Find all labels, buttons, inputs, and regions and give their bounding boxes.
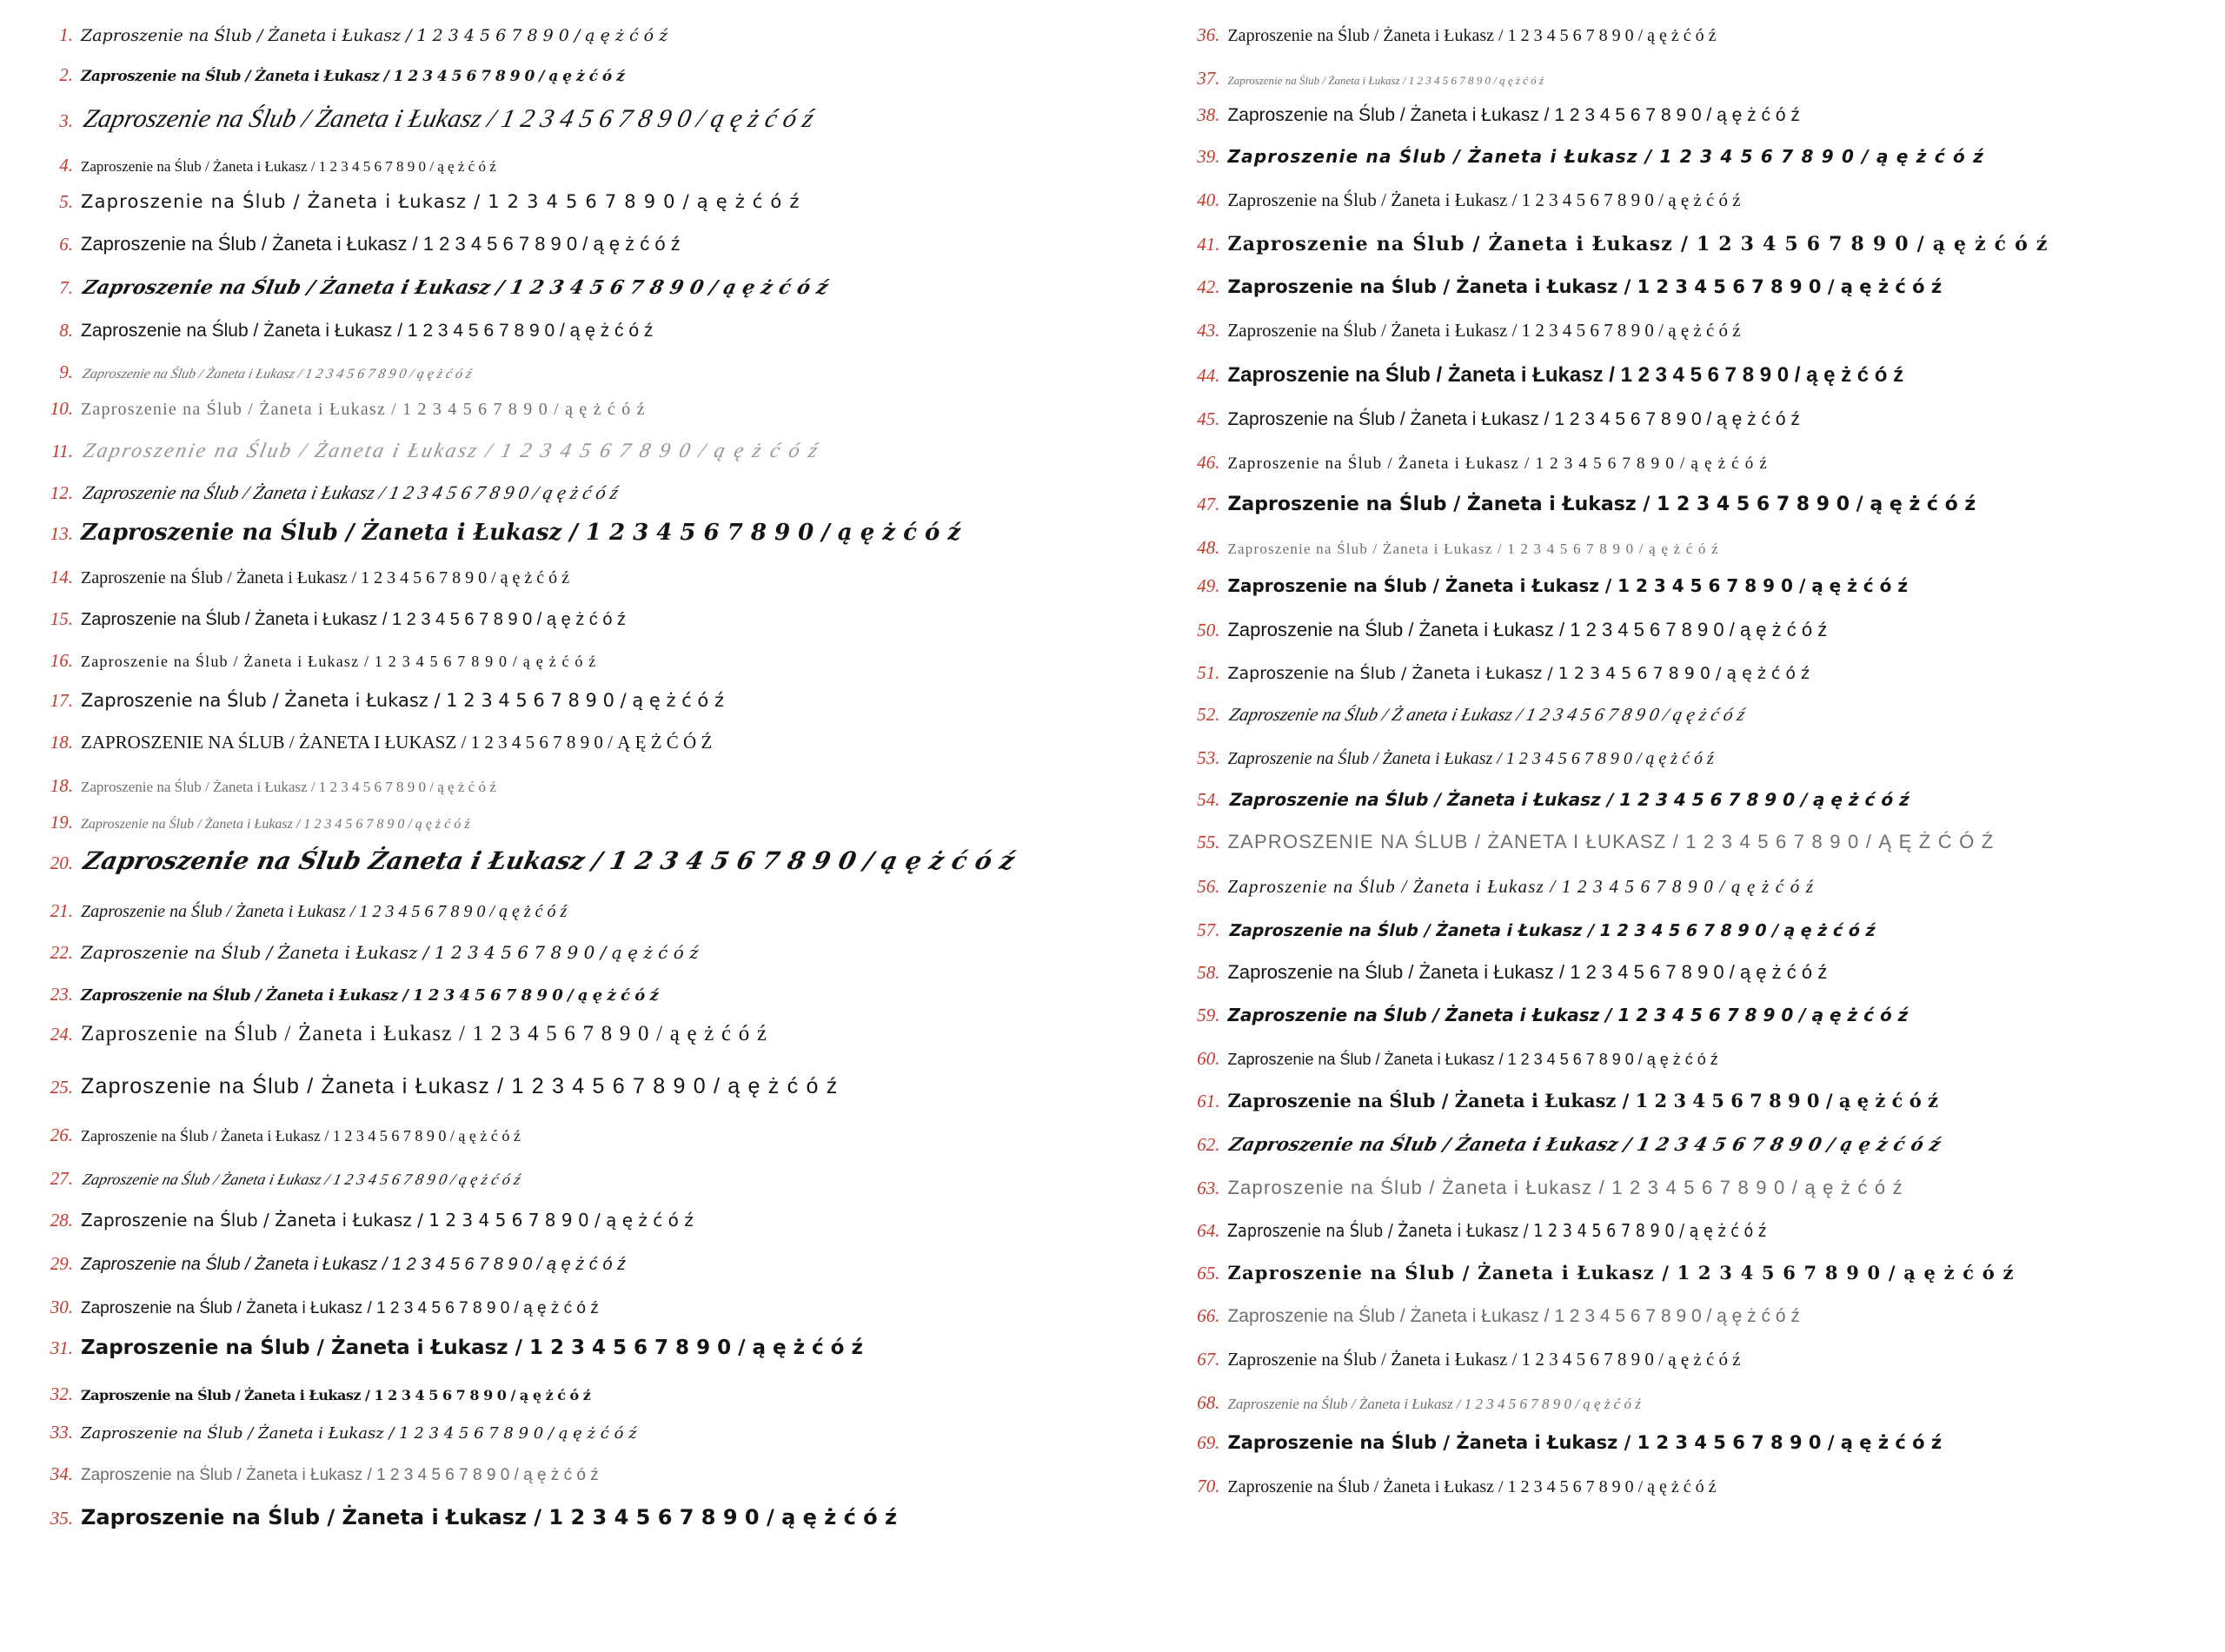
specimen-row <box>38 1253 1164 1297</box>
specimen-number: 42. <box>1197 276 1220 297</box>
specimen-row <box>38 24 1164 64</box>
specimen-row <box>38 690 1164 732</box>
specimen-text: Zaproszenie na Ślub / Żaneta i Łukasz / 1 2 3 4 5 6 7 8 9 0 / ą ę ż ć ó ź <box>81 568 570 587</box>
specimen-text: Zaproszenie na Ślub / Żaneta i Łukasz / 1 2 3 4 5 6 7 8 9 0 / ą ę ż ć ó ź <box>81 779 496 795</box>
specimen-text: Zaproszenie na Ślub / Żaneta i Łukasz / 1 2 3 4 5 6 7 8 9 0 / ą ę ż ć ó ź <box>81 191 800 212</box>
specimen-row <box>38 1463 1164 1505</box>
specimen-text: Zaproszenie na Ślub / Żaneta i Łukasz / 1 2 3 4 5 6 7 8 9 0 / ą ę ż ć ó ź <box>81 367 474 381</box>
specimen-number: 58. <box>1197 962 1220 983</box>
specimen-text: Zaproszenie na Ślub / Żaneta i Łukasz / 1 2 3 4 5 6 7 8 9 0 / ą ę ż ć ó ź <box>81 233 681 255</box>
specimen-text: Zaproszenie na Ślub / Żaneta i Łukasz / 1 2 3 4 5 6 7 8 9 0 / ą ę ż ć ó ź <box>81 1171 522 1188</box>
specimen-text: Zaproszenie na Ślub / Żaneta i Łukasz / 1 2 3 4 5 6 7 8 9 0 / ą ę ż ć ó ź <box>81 610 627 629</box>
specimen-text: Zaproszenie na Ślub / Żaneta i Łukasz / 1 2 3 4 5 6 7 8 9 0 / ą ę ż ć ó ź <box>1227 189 1741 210</box>
specimen-text: Zaproszenie na Ślub / Żaneta i Łukasz / 1 2 3 4 5 6 7 8 9 0 / ą ę ż ć ó ź <box>1227 541 1719 557</box>
specimen-number: 1. <box>59 24 73 45</box>
specimen-number: 41. <box>1197 234 1220 255</box>
specimen-row <box>38 155 1164 191</box>
specimen-text: Zaproszenie na Ślub / Żaneta i Łukasz / 1 2 3 4 5 6 7 8 9 0 / ą ę ż ć ó ź <box>1227 619 1828 640</box>
specimen-text: Zaproszenie na Ślub / Żaneta i Łukasz / 1 2 3 4 5 6 7 8 9 0 / ą ę ż ć ó ź <box>1227 664 1810 683</box>
specimen-row <box>1185 1048 2199 1090</box>
specimen-row <box>38 775 1164 812</box>
specimen-text: Zaproszenie na Ślub / Żaneta i Łukasz / 1 2 3 4 5 6 7 8 9 0 / ą ę ż ć ó ź <box>1227 921 1878 940</box>
specimen-text: Zaproszenie na Ślub / Żaneta i Łukasz / 1 2 3 4 5 6 7 8 9 0 / ą ę ż ć ó ź <box>81 276 830 299</box>
specimen-number: 54. <box>1197 789 1220 810</box>
specimen-text: Zaproszenie na Ślub / Żaneta i Łukasz / 1 2 3 4 5 6 7 8 9 0 / ą ę ż ć ó ź <box>1227 1005 1909 1025</box>
specimen-number: 34. <box>50 1463 73 1484</box>
specimen-row <box>1185 789 2199 831</box>
specimen-row <box>1185 1432 2199 1476</box>
specimen-row <box>1185 662 2199 704</box>
specimen-number: 65. <box>1197 1263 1220 1284</box>
specimen-text: Zaproszenie na Ślub / Żaneta i Łukasz / 1 2 3 4 5 6 7 8 9 0 / ą ę ż ć ó ź <box>81 1022 768 1045</box>
specimen-number: 27. <box>50 1168 73 1189</box>
specimen-column-right <box>1164 24 2199 1519</box>
specimen-text: Zaproszenie na Ślub / Żaneta i Łukasz / 1 2 3 4 5 6 7 8 9 0 / ą ę ż ć ó ź <box>81 1074 839 1098</box>
specimen-row <box>38 1125 1164 1168</box>
specimen-text: Zaproszenie na Ślub / Żaneta i Łukasz / 1 2 3 4 5 6 7 8 9 0 / ą ę ż ć ó ź <box>1227 1177 1903 1198</box>
specimen-number: 28. <box>50 1210 73 1231</box>
specimen-number: 60. <box>1197 1048 1220 1069</box>
specimen-row <box>38 233 1164 276</box>
specimen-number: 36. <box>1197 24 1220 45</box>
specimen-number: 62. <box>1197 1134 1220 1155</box>
specimen-number: 18. <box>50 775 73 796</box>
specimen-text: Zaproszenie na Ślub / Ż aneta i Łukasz / 1 2 3 4 5 6 7 8 9 0 / ą ę ż ć ó ź <box>1227 704 1748 725</box>
specimen-number: 68. <box>1197 1392 1220 1413</box>
specimen-text: Zaproszenie na Ślub / Żaneta i Łukasz / 1 2 3 4 5 6 7 8 9 0 / ą ę ż ć ó ź <box>81 1127 521 1144</box>
specimen-text: Zaproszenie na Ślub / Żaneta i Łukasz / 1 2 3 4 5 6 7 8 9 0 / ą ę ż ć ó ź <box>81 653 597 670</box>
specimen-row <box>38 398 1164 440</box>
specimen-number: 64. <box>1197 1220 1220 1241</box>
specimen-number: 66. <box>1197 1305 1220 1326</box>
specimen-row <box>1185 494 2199 537</box>
specimen-text: Zaproszenie na Ślub / Żaneta i Łukasz / 1 2 3 4 5 6 7 8 9 0 / ą ę ż ć ó ź <box>1227 876 1815 897</box>
specimen-number: 29. <box>50 1253 73 1274</box>
specimen-row <box>38 1168 1164 1210</box>
specimen-row <box>1185 189 2199 233</box>
specimen-text: Zaproszenie na Ślub / Żaneta i Łukasz / 1 2 3 4 5 6 7 8 9 0 / ą ę ż ć ó ź <box>81 26 668 45</box>
specimen-row <box>1185 1476 2199 1519</box>
specimen-text: Zaproszenie na Ślub / Żaneta i Łukasz / 1 2 3 4 5 6 7 8 9 0 / ą ę ż ć ó ź <box>81 158 496 175</box>
specimen-row <box>1185 1220 2199 1262</box>
specimen-number: 30. <box>50 1297 73 1317</box>
specimen-row <box>1185 233 2199 276</box>
specimen-text: Zaproszenie na Ślub / Żaneta i Łukasz / 1 2 3 4 5 6 7 8 9 0 / ą ę ż ć ó ź <box>1227 1220 1767 1241</box>
specimen-row <box>38 812 1164 846</box>
specimen-number: 37. <box>1197 68 1220 89</box>
specimen-row <box>1185 1305 2199 1349</box>
specimen-row <box>1185 747 2199 789</box>
specimen-row <box>1185 363 2199 408</box>
specimen-number: 26. <box>50 1125 73 1145</box>
specimen-column-left <box>26 24 1164 1552</box>
specimen-text: Zaproszenie na Ślub / Żaneta i Łukasz / 1 2 3 4 5 6 7 8 9 0 / ą ę ż ć ó ź <box>81 1210 694 1231</box>
specimen-number: 46. <box>1197 452 1220 473</box>
specimen-number: 56. <box>1197 876 1220 897</box>
specimen-row <box>38 1022 1164 1074</box>
specimen-row <box>1185 408 2199 452</box>
specimen-number: 67. <box>1197 1349 1220 1370</box>
specimen-text: Zaproszenie na Ślub / Żaneta i Łukasz / 1 2 3 4 5 6 7 8 9 0 / ą ę ż ć ó ź <box>81 1387 591 1403</box>
specimen-row <box>38 1297 1164 1337</box>
specimen-row <box>38 481 1164 520</box>
specimen-text: Zaproszenie na Ślub / Żaneta i Łukasz / 1 2 3 4 5 6 7 8 9 0 / ą ę ż ć ó ź <box>81 1424 637 1443</box>
specimen-number: 47. <box>1197 494 1220 514</box>
specimen-text: Zaproszenie na Ślub / Żaneta i Łukasz / 1 2 3 4 5 6 7 8 9 0 / ą ę ż ć ó ź <box>1227 1396 1641 1412</box>
specimen-row <box>1185 1349 2199 1392</box>
specimen-text: Zaproszenie na Ślub / Żaneta i Łukasz / 1 2 3 4 5 6 7 8 9 0 / ą ę ż ć ó ź <box>81 902 568 921</box>
specimen-row <box>1185 24 2199 68</box>
specimen-text: Zaproszenie na Ślub / Żaneta i Łukasz / 1 2 3 4 5 6 7 8 9 0 / ą ę ż ć ó ź <box>81 1299 599 1317</box>
specimen-row <box>1185 1090 2199 1133</box>
specimen-number: 13. <box>50 523 73 544</box>
specimen-row <box>38 1505 1164 1552</box>
specimen-text: Zaproszenie na Ślub / Żaneta i Łukasz / 1 2 3 4 5 6 7 8 9 0 / ą ę ż ć ó ź <box>1227 789 1913 810</box>
specimen-row <box>38 320 1164 362</box>
specimen-text: Zaproszenie na Ślub / Żaneta i Łukasz / 1 2 3 4 5 6 7 8 9 0 / ą ę ż ć ó ź <box>1227 961 1828 983</box>
specimen-row <box>38 362 1164 398</box>
specimen-row <box>38 440 1164 481</box>
specimen-row <box>38 942 1164 984</box>
specimen-text: Zaproszenie na Ślub / Żaneta i Łukasz / 1 2 3 4 5 6 7 8 9 0 / ą ę ż ć ó ź <box>1227 1349 1741 1370</box>
specimen-text: Zaproszenie na Ślub / Żaneta i Łukasz / 1 2 3 4 5 6 7 8 9 0 / ą ę ż ć ó ź <box>1227 1133 1943 1155</box>
specimen-text: Zaproszenie na Ślub / Żaneta i Łukasz / 1 2 3 4 5 6 7 8 9 0 / ą ę ż ć ó ź <box>81 400 646 419</box>
specimen-text: Zaproszenie na Ślub / Żaneta i Łukasz / 1 2 3 4 5 6 7 8 9 0 / ą ę ż ć ó ź <box>1227 749 1714 768</box>
specimen-text: Zaproszenie na Ślub / Żaneta i Łukasz / 1 2 3 4 5 6 7 8 9 0 / ą ę ż ć ó ź <box>81 942 699 963</box>
specimen-number: 31. <box>50 1337 73 1358</box>
specimen-number: 25. <box>50 1077 73 1098</box>
specimen-text: ZAPROSZENIE NA ŚLUB / ŻANETA I ŁUKASZ / 1 2 3 4 5 6 7 8 9 0 / Ą Ę Ż Ć Ó Ź <box>1227 831 1995 853</box>
specimen-text: ZAPROSZENIE NA ŚLUB / ŻANETA I ŁUKASZ / 1 2 3 4 5 6 7 8 9 0 / Ą Ę Ż Ć Ó Ź <box>81 732 713 753</box>
specimen-row <box>1185 146 2199 189</box>
specimen-number: 57. <box>1197 919 1220 940</box>
specimen-number: 35. <box>50 1508 73 1529</box>
specimen-text: Zaproszenie na Ślub / Żaneta i Łukasz / 1 2 3 4 5 6 7 8 9 0 / ą ę ż ć ó ź <box>81 1255 627 1274</box>
specimen-text: Zaproszenie na Ślub / Żaneta i Łukasz / 1 2 3 4 5 6 7 8 9 0 / ą ę ż ć ó ź <box>1227 1306 1800 1326</box>
specimen-number: 15. <box>50 608 73 629</box>
specimen-row <box>38 276 1164 320</box>
specimen-number: 50. <box>1197 620 1220 640</box>
specimen-number: 3. <box>59 110 73 131</box>
specimen-number: 39. <box>1197 146 1220 167</box>
specimen-number: 55. <box>1197 832 1220 853</box>
specimen-number: 70. <box>1197 1476 1220 1496</box>
specimen-text: Zaproszenie na Ślub / Żaneta i Łukasz / 1 2 3 4 5 6 7 8 9 0 / ą ę ż ć ó ź <box>81 440 822 462</box>
specimen-number: 45. <box>1197 408 1220 429</box>
specimen-row <box>1185 276 2199 320</box>
specimen-row <box>38 846 1164 900</box>
specimen-row <box>38 1383 1164 1422</box>
specimen-number: 5. <box>59 191 73 212</box>
specimen-text: Zaproszenie na Ślub / Żaneta i Łukasz / 1 2 3 4 5 6 7 8 9 0 / ą ę ż ć ó ź <box>1227 1051 1718 1068</box>
specimen-text: Zaproszenie na Ślub / Żaneta i Łukasz / 1 2 3 4 5 6 7 8 9 0 / ą ę ż ć ó ź <box>81 817 470 832</box>
specimen-number: 23. <box>50 984 73 1005</box>
specimen-row <box>38 191 1164 233</box>
specimen-number: 14. <box>50 567 73 587</box>
specimen-text: Zaproszenie na Ślub / Żaneta i Łukasz / 1 2 3 4 5 6 7 8 9 0 / ą ę ż ć ó ź <box>81 1505 897 1529</box>
specimen-number: 11. <box>51 441 73 461</box>
specimen-text: Zaproszenie na Ślub / Żaneta i Łukasz / 1 2 3 4 5 6 7 8 9 0 / ą ę ż ć ó ź <box>1227 454 1769 473</box>
specimen-row <box>38 732 1164 775</box>
specimen-row <box>1185 104 2199 146</box>
specimen-text: Zaproszenie na Ślub / Żaneta i Łukasz / 1 2 3 4 5 6 7 8 9 0 / ą ę ż ć ó ź <box>1227 575 1908 596</box>
specimen-number: 52. <box>1197 704 1220 725</box>
specimen-row <box>38 520 1164 567</box>
specimen-text: Zaproszenie na Ślub / Żaneta i Łukasz / 1 2 3 4 5 6 7 8 9 0 / ą ę ż ć ó ź <box>1227 320 1741 341</box>
specimen-text: Zaproszenie na Ślub / Żaneta i Łukasz / 1 2 3 4 5 6 7 8 9 0 / ą ę ż ć ó ź <box>81 690 724 711</box>
specimen-row <box>1185 320 2199 363</box>
specimen-row <box>38 64 1164 104</box>
specimen-row <box>38 1422 1164 1463</box>
specimen-number: 24. <box>50 1024 73 1045</box>
specimen-number: 7. <box>59 277 73 298</box>
specimen-number: 16. <box>50 650 73 671</box>
specimen-row <box>1185 452 2199 494</box>
specimen-row <box>1185 68 2199 104</box>
specimen-row <box>1185 704 2199 747</box>
specimen-row <box>38 608 1164 650</box>
specimen-number: 32. <box>50 1383 73 1404</box>
specimen-number: 12. <box>50 482 73 503</box>
specimen-row <box>38 984 1164 1022</box>
specimen-number: 22. <box>50 942 73 963</box>
specimen-number: 19. <box>50 812 73 833</box>
specimen-number: 6. <box>59 234 73 255</box>
specimen-text: Zaproszenie na Ślub / Żaneta i Łukasz / 1 2 3 4 5 6 7 8 9 0 / ą ę ż ć ó ź <box>81 520 961 546</box>
specimen-text: Zaproszenie na Ślub / Żaneta i Łukasz / 1 2 3 4 5 6 7 8 9 0 / ą ę ż ć ó ź <box>1227 494 1976 515</box>
specimen-text: Zaproszenie na Ślub / Żaneta i Łukasz / 1 2 3 4 5 6 7 8 9 0 / ą ę ż ć ó ź <box>81 986 659 1005</box>
specimen-number: 63. <box>1197 1178 1220 1198</box>
specimen-number: 61. <box>1197 1091 1220 1111</box>
specimen-row <box>1185 1392 2199 1432</box>
specimen-row <box>38 900 1164 942</box>
specimen-row <box>1185 1262 2199 1305</box>
specimen-text: Zaproszenie na Ślub / Żaneta i Łukasz / 1 2 3 4 5 6 7 8 9 0 / ą ę ż ć ó ź <box>1227 146 1984 167</box>
specimen-text: Zaproszenie na Ślub / Żaneta i Łukasz / 1 2 3 4 5 6 7 8 9 0 / ą ę ż ć ó ź <box>81 104 817 133</box>
specimen-row <box>1185 619 2199 662</box>
specimen-text: Zaproszenie na Ślub / Żaneta i Łukasz / 1 2 3 4 5 6 7 8 9 0 / ą ę ż ć ó ź <box>1227 1477 1717 1496</box>
specimen-row <box>1185 575 2199 619</box>
specimen-number: 20. <box>50 853 73 873</box>
specimen-number: 48. <box>1197 537 1220 558</box>
specimen-text: Zaproszenie na Ślub Żaneta i Łukasz / 1 2 3 4 5 6 7 8 9 0 / ą ę ż ć ó ź <box>81 846 1018 875</box>
specimen-row <box>38 104 1164 155</box>
specimen-number: 44. <box>1197 365 1220 386</box>
specimen-row <box>1185 537 2199 575</box>
specimen-row <box>38 1210 1164 1253</box>
specimen-number: 33. <box>50 1422 73 1443</box>
specimen-number: 21. <box>50 900 73 921</box>
specimen-number: 40. <box>1197 189 1220 210</box>
specimen-text: Zaproszenie na Ślub / Żaneta i Łukasz / 1 2 3 4 5 6 7 8 9 0 / ą ę ż ć ó ź <box>81 1466 599 1484</box>
specimen-number: 10. <box>50 398 73 419</box>
specimen-number: 2. <box>59 64 73 85</box>
specimen-text: Zaproszenie na Ślub / Żaneta i Łukasz / 1 2 3 4 5 6 7 8 9 0 / ą ę ż ć ó ź <box>1227 105 1800 125</box>
specimen-text: Zaproszenie na Ślub / Żaneta i Łukasz / 1 2 3 4 5 6 7 8 9 0 / ą ę ż ć ó ź <box>1227 26 1717 45</box>
specimen-number: 18. <box>50 732 73 753</box>
specimen-row <box>1185 1005 2199 1048</box>
specimen-text: Zaproszenie na Ślub / Żaneta i Łukasz / 1 2 3 4 5 6 7 8 9 0 / ą ę ż ć ó ź <box>1227 409 1800 429</box>
specimen-number: 38. <box>1197 104 1220 125</box>
specimen-row <box>1185 1177 2199 1220</box>
specimen-text: Zaproszenie na Ślub / Żaneta i Łukasz / 1 2 3 4 5 6 7 8 9 0 / ą ę ż ć ó ź <box>1227 363 1904 387</box>
specimen-number: 53. <box>1197 747 1220 768</box>
specimen-text: Zaproszenie na Ślub / Żaneta i Łukasz / 1 2 3 4 5 6 7 8 9 0 / ą ę ż ć ó ź <box>1227 1262 2015 1284</box>
specimen-number: 43. <box>1197 320 1220 341</box>
specimen-number: 8. <box>59 320 73 341</box>
specimen-row <box>1185 1133 2199 1177</box>
specimen-number: 69. <box>1197 1432 1220 1453</box>
specimen-row <box>38 1074 1164 1125</box>
specimen-number: 49. <box>1197 575 1220 596</box>
specimen-row <box>1185 831 2199 876</box>
specimen-text: Zaproszenie na Ślub / Żaneta i Łukasz / 1 2 3 4 5 6 7 8 9 0 / ą ę ż ć ó ź <box>81 481 621 503</box>
specimen-text: Zaproszenie na Ślub / Żaneta i Łukasz / 1 2 3 4 5 6 7 8 9 0 / ą ę ż ć ó ź <box>1227 1090 1938 1111</box>
specimen-number: 9. <box>59 362 73 382</box>
specimen-number: 51. <box>1197 662 1220 683</box>
specimen-text: Zaproszenie na Ślub / Żaneta i Łukasz / 1 2 3 4 5 6 7 8 9 0 / ą ę ż ć ó ź <box>81 1337 863 1359</box>
specimen-text: Zaproszenie na Ślub / Żaneta i Łukasz / 1 2 3 4 5 6 7 8 9 0 / ą ę ż ć ó ź <box>81 68 625 85</box>
specimen-text: Zaproszenie na Ślub / Żaneta i Łukasz / 1 2 3 4 5 6 7 8 9 0 / ą ę ż ć ó ź <box>81 321 654 341</box>
specimen-row <box>38 1337 1164 1383</box>
specimen-number: 59. <box>1197 1005 1220 1025</box>
specimen-row <box>38 567 1164 608</box>
specimen-number: 17. <box>50 690 73 711</box>
specimen-number: 4. <box>59 155 73 176</box>
specimen-row <box>1185 919 2199 961</box>
specimen-row <box>1185 876 2199 919</box>
specimen-text: Zaproszenie na Ślub / Żaneta i Łukasz / 1 2 3 4 5 6 7 8 9 0 / ą ę ż ć ó ź <box>1227 276 1943 297</box>
specimen-text: Zaproszenie na Ślub / Żaneta i Łukasz / 1 2 3 4 5 6 7 8 9 0 / ą ę ż ć ó ź <box>1227 74 1544 87</box>
specimen-text: Zaproszenie na Ślub / Żaneta i Łukasz / 1 2 3 4 5 6 7 8 9 0 / ą ę ż ć ó ź <box>1227 233 2049 255</box>
specimen-text: Zaproszenie na Ślub / Żaneta i Łukasz / 1 2 3 4 5 6 7 8 9 0 / ą ę ż ć ó ź <box>1227 1432 1943 1453</box>
specimen-row <box>38 650 1164 690</box>
specimen-row <box>1185 961 2199 1005</box>
